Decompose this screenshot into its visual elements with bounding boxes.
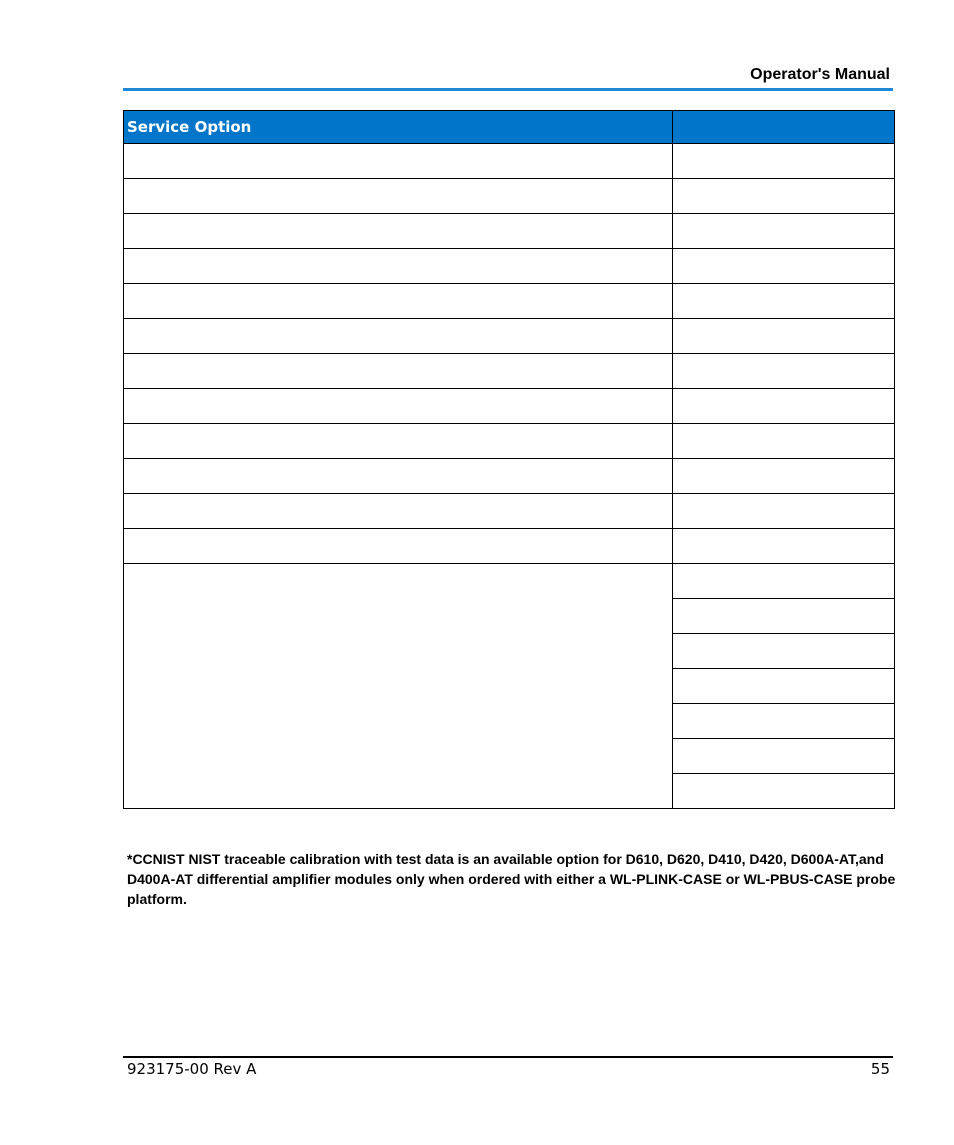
column-header-service-option: Service Option [124,111,673,144]
merged-service-option-cell [124,564,673,809]
value-cell [673,214,895,249]
page-number: 55 [870,1060,890,1078]
service-option-cell [124,424,673,459]
value-cell [673,459,895,494]
value-cell [673,494,895,529]
service-option-cell [124,319,673,354]
table-row [124,284,895,319]
service-option-cell [124,144,673,179]
service-option-cell [124,284,673,319]
document-number: 923175-00 Rev A [127,1060,257,1078]
column-header-second [673,111,895,144]
table-header-row [124,111,895,144]
value-cell [673,564,895,599]
service-option-cell [124,179,673,214]
value-cell [673,354,895,389]
value-cell [673,634,895,669]
header-divider [123,88,893,91]
service-option-cell [124,354,673,389]
table-row [124,494,895,529]
page-header-title: Operator's Manual [750,66,890,83]
value-cell [673,599,895,634]
service-options-table-container [123,110,894,809]
table-row [124,459,895,494]
value-cell [673,704,895,739]
service-option-cell [124,494,673,529]
table-row [124,354,895,389]
value-cell [673,424,895,459]
value-cell [673,389,895,424]
service-option-cell [124,529,673,564]
table-body [124,144,895,809]
service-option-cell [124,214,673,249]
table-row [124,424,895,459]
table-row [124,319,895,354]
value-cell [673,774,895,809]
table-row [124,529,895,564]
service-options-table [123,110,895,809]
value-cell [673,669,895,704]
value-cell [673,249,895,284]
service-option-cell [124,249,673,284]
table-row [124,144,895,179]
service-option-cell [124,459,673,494]
value-cell [673,529,895,564]
table-row [124,389,895,424]
value-cell [673,144,895,179]
service-option-cell [124,389,673,424]
table-row [124,214,895,249]
calibration-footnote: *CCNIST NIST traceable calibration with test data is an available option for D610, D620, D410, D420, D600A-AT,and D400A-AT differential amplifier modules only when ordered with either a WL-PLINK-CASE or WL-PBUS-CASE probe platform. [127,851,896,907]
value-cell [673,284,895,319]
footer-divider [123,1056,893,1058]
value-cell [673,319,895,354]
value-cell [673,179,895,214]
table-row [124,249,895,284]
table-row [124,564,895,599]
table-row [124,179,895,214]
value-cell [673,739,895,774]
